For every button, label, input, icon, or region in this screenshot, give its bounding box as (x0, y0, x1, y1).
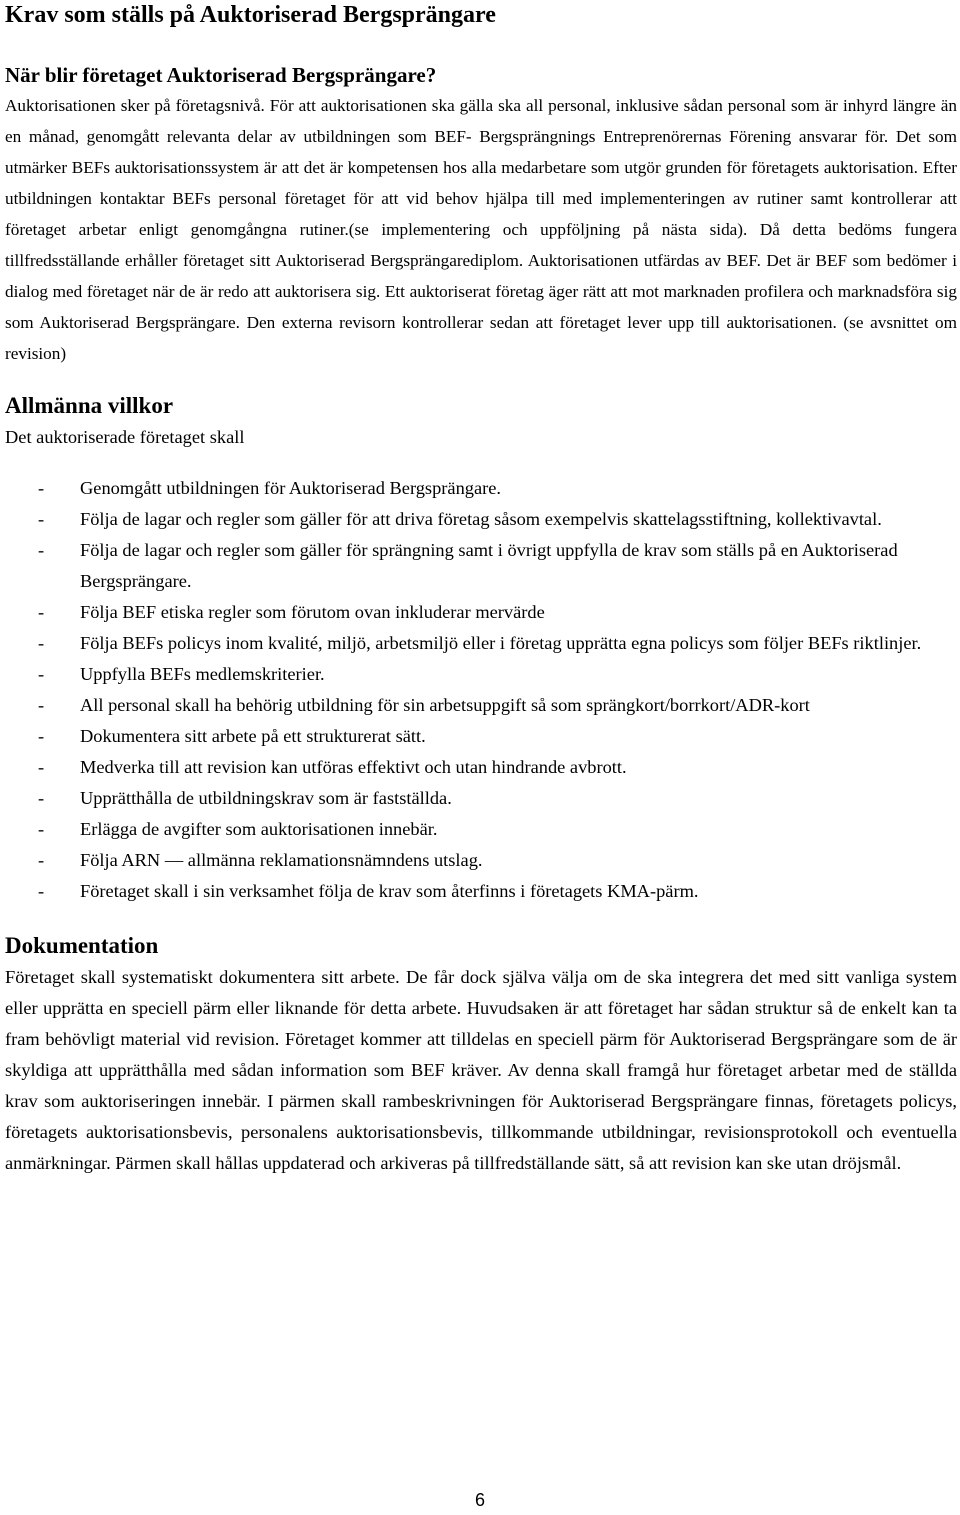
page-number: 6 (474, 1490, 485, 1510)
list-item-text: Företaget skall i sin verksamhet följa de krav som återfinns i företagets KMA-pärm. (80, 881, 699, 901)
list-item (5, 690, 957, 721)
list-item-text: Upprätthålla de utbildningskrav som är fastställda. (80, 788, 452, 808)
list-bullet: - (38, 757, 45, 777)
list-item (5, 783, 957, 814)
list-bullet: - (38, 540, 45, 560)
list-item (5, 814, 957, 845)
list-item-text: Följa de lagar och regler som gäller för sprängning samt i övrigt uppfylla de krav som ställs på en Auktoriserad Bergsprängare. (80, 540, 898, 591)
list-item-text: Följa BEF etiska regler som förutom ovan inkluderar mervärde (80, 602, 545, 622)
list-item-text: Uppfylla BEFs medlemskriterier. (80, 664, 325, 684)
list-item-text: All personal skall ha behörig utbildning för sin arbetsuppgift så som sprängkort/borrkort/ADR-kort (80, 695, 810, 715)
list-item-text: Följa de lagar och regler som gäller för att driva företag såsom exempelvis skattelagsstiftning, kollektivavtal. (80, 509, 882, 529)
list-bullet: - (38, 819, 45, 839)
list-bullet: - (38, 478, 45, 498)
list-item (5, 876, 957, 907)
list-item (5, 752, 957, 783)
general-terms-lead: Det auktoriserade företaget skall (5, 427, 245, 447)
list-bullet: - (38, 881, 45, 901)
general-terms-heading: Allmänna villkor (5, 393, 174, 418)
intro-paragraph: Auktorisationen sker på företagsnivå. För att auktorisationen ska gälla ska all personal, inklusive sådan personal som är inhyrd längre än en månad, genomgått relevanta delar av utbildningen som BEF- Bergsprängnings Entreprenörernas Förening ansvarar för. Det som utmärker BEFs auktorisationssystem är att det är kompetensen hos alla medarbetare som utgör grunden för företagets auktorisation. Efter utbildningen kontaktar BEFs personal företaget för att vid behov hjälpa till med implementeringen av rutiner samt kontrollerar att företaget arbetar enligt genomgångna rutiner.(se implementering och uppföljning på nästa sida). Då detta bedöms fungera tillfredsställande erhåller företaget sitt Auktoriserad Bergsprängarediplom. Auktorisationen utfärdas av BEF. Det är BEF som bedömer i dialog med företaget när de är redo att auktorisera sig. Ett auktoriserat företag äger rätt att mot marknaden profilera och marknadsföra sig som Auktoriserad Bergsprängare. Den externa revisorn kontrollerar sedan att företaget lever upp till auktorisationen. (se avsnittet om revision) (5, 96, 957, 363)
documentation-paragraph: Företaget skall systematiskt dokumentera sitt arbete. De får dock själva välja om de ska integrera det med sitt vanliga system eller upprätta en speciell pärm eller liknande för detta arbete. Huvudsaken är att företaget har sådan struktur så de enkelt kan ta fram behövligt material vid revision. Företaget kommer att tilldelas en speciell pärm för Auktoriserad Bergsprängare som de är skyldiga att upprätthålla med sådan information som BEF kräver. Av denna skall framgå hur företaget arbetar med de ställda krav som auktoriseringen innebär. I pärmen skall rambeskrivningen för Auktoriserad Bergsprängare finnas, företagets policys, företagets auktorisationsbevis, personalens auktorisationsbevis, tillkommande utbildningar, revisionsprotokoll och eventuella anmärkningar. Pärmen skall hållas uppdaterad och arkiveras på tillfredställande sätt, så att revision kan ske utan dröjsmål. (5, 967, 957, 1173)
list-item (5, 628, 957, 659)
page-title: Krav som ställs på Auktoriserad Bergsprängare (5, 2, 496, 28)
list-bullet: - (38, 664, 45, 684)
list-item (5, 659, 957, 690)
list-item-text: Medverka till att revision kan utföras effektivt och utan hindrande avbrott. (80, 757, 627, 777)
list-item-text: Följa BEFs policys inom kvalité, miljö, arbetsmiljö eller i företag upprätta egna policys som följer BEFs riktlinjer. (80, 633, 922, 653)
list-bullet: - (38, 788, 45, 808)
list-bullet: - (38, 850, 45, 870)
list-item (5, 597, 957, 628)
list-bullet: - (38, 633, 45, 653)
list-bullet: - (38, 695, 45, 715)
list-bullet: - (38, 602, 45, 622)
intro-heading: När blir företaget Auktoriserad Bergsprängare? (5, 63, 437, 87)
document-page (5, 0, 957, 1179)
list-item-text: Genomgått utbildningen för Auktoriserad Bergsprängare. (80, 478, 502, 498)
list-bullet: - (38, 726, 45, 746)
documentation-heading: Dokumentation (5, 933, 159, 958)
list-item (5, 845, 957, 876)
list-item-text: Dokumentera sitt arbete på ett strukturerat sätt. (80, 726, 426, 746)
list-item-text: Följa ARN — allmänna reklamationsnämndens utslag. (80, 850, 483, 870)
general-terms-list (5, 473, 957, 907)
list-item (5, 473, 957, 504)
list-item (5, 535, 957, 597)
list-item (5, 504, 957, 535)
list-item (5, 721, 957, 752)
list-bullet: - (38, 509, 45, 529)
list-item-text: Erlägga de avgifter som auktorisationen innebär. (80, 819, 438, 839)
